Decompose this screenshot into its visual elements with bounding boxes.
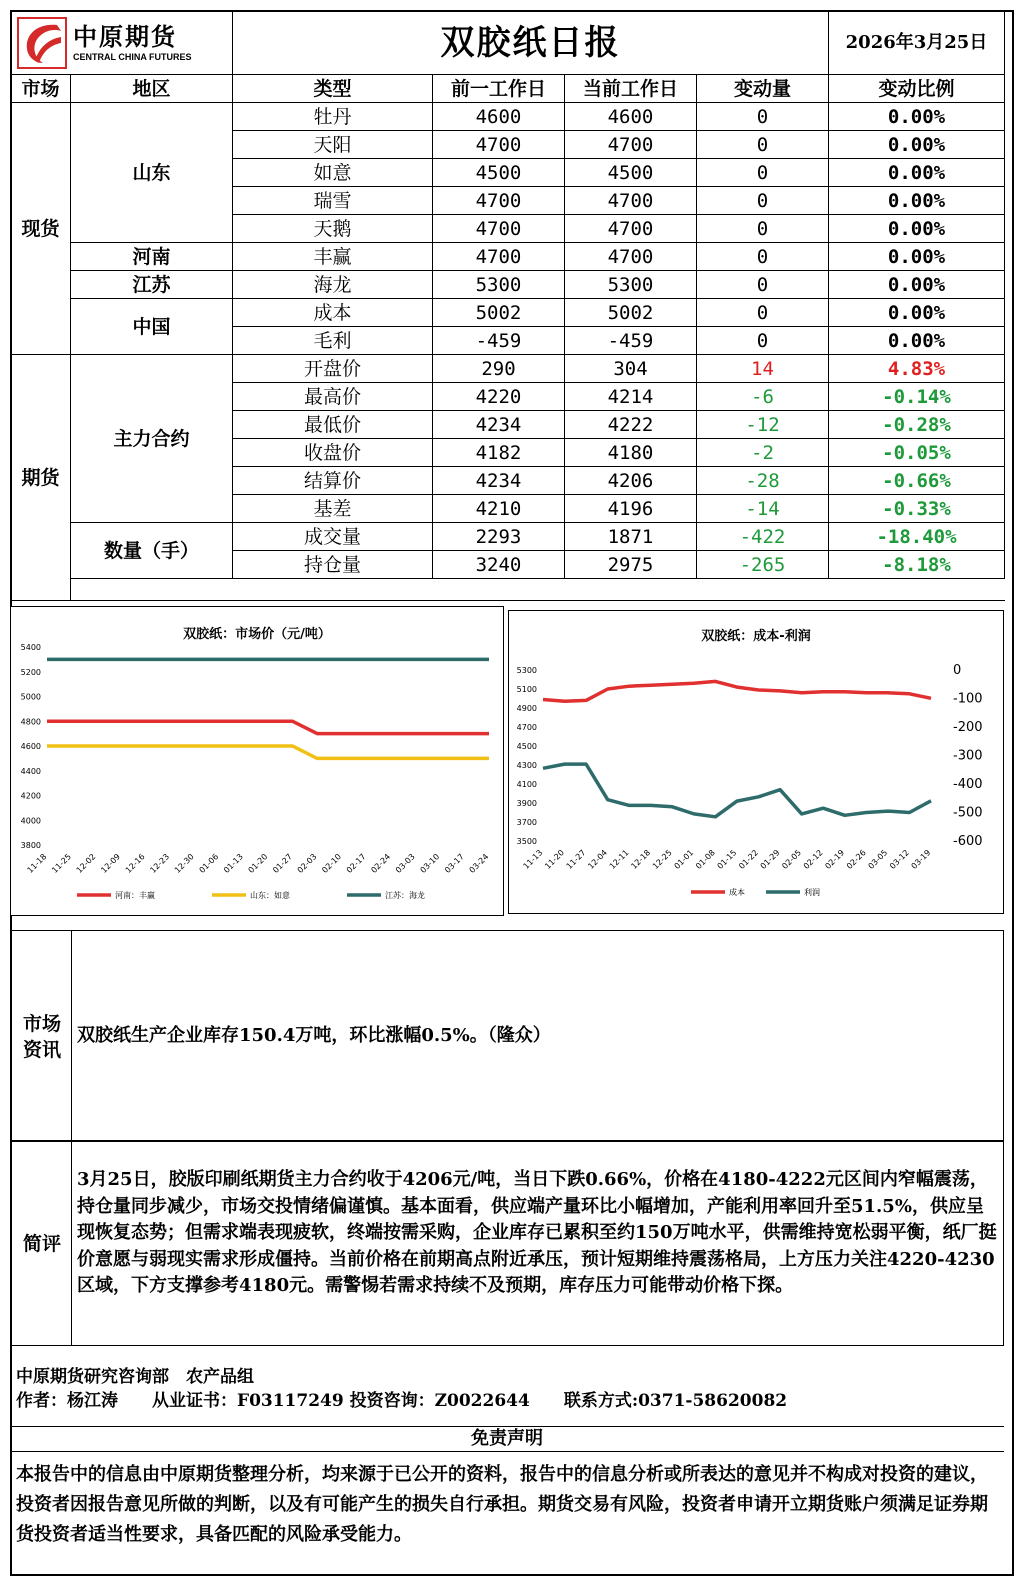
x-tick-label: 02-17	[344, 852, 368, 875]
chg-cell: 0	[697, 327, 829, 355]
x-tick-label: 12-02	[74, 852, 98, 875]
prev-cell: 4220	[433, 383, 565, 411]
region-cell: 河南	[71, 243, 233, 271]
series-line	[543, 681, 931, 701]
y2-tick-label: 0	[953, 663, 962, 678]
x-tick-label: 02-03	[295, 852, 319, 875]
disclaimer-title: 免责声明	[10, 1426, 1004, 1452]
report-title: 双胶纸日报	[233, 11, 829, 75]
y-tick-label: 4600	[20, 742, 41, 751]
market-price-chart	[10, 606, 504, 916]
x-tick-label: 11-20	[543, 848, 566, 871]
y-tick-label: 4800	[20, 717, 41, 727]
prev-cell: 4210	[433, 495, 565, 523]
type-cell: 成本	[233, 299, 433, 327]
chg-cell: 0	[697, 243, 829, 271]
prev-cell: 4700	[433, 187, 565, 215]
legend-label: 河南：丰赢	[115, 891, 155, 900]
curr-cell: 4180	[565, 439, 697, 467]
y-tick-label: 5300	[516, 666, 537, 675]
legend-label: 利润	[804, 888, 820, 897]
y2-tick-label: -300	[953, 748, 983, 764]
commentary-label: 简评	[22, 1233, 61, 1255]
curr-cell: 4700	[565, 131, 697, 159]
curr-cell: 2975	[565, 551, 697, 579]
legend-label: 山东：如意	[250, 891, 290, 900]
chg-cell: 0	[697, 103, 829, 131]
pct-cell: 0.00%	[829, 103, 1005, 131]
type-cell: 持仓量	[233, 551, 433, 579]
type-cell: 如意	[233, 159, 433, 187]
market-spot: 现货	[11, 103, 71, 355]
group-cell: 数量（手）	[71, 523, 233, 579]
x-tick-label: 02-19	[823, 848, 847, 871]
chg-cell: -2	[697, 439, 829, 467]
col-header: 类型	[233, 75, 433, 103]
prev-cell: 5002	[433, 299, 565, 327]
curr-cell: 4196	[565, 495, 697, 523]
curr-cell: 4700	[565, 187, 697, 215]
curr-cell: 4700	[565, 215, 697, 243]
pct-cell: 0.00%	[829, 187, 1005, 215]
chg-cell: 0	[697, 187, 829, 215]
chg-cell: 0	[697, 159, 829, 187]
x-tick-label: 12-09	[99, 852, 123, 875]
prev-cell: 4182	[433, 439, 565, 467]
x-tick-label: 01-06	[197, 852, 221, 875]
pct-cell: -18.40%	[829, 523, 1005, 551]
x-tick-label: 01-15	[715, 848, 739, 871]
type-cell: 开盘价	[233, 355, 433, 383]
group-cell: 主力合约	[71, 355, 233, 523]
legend-label: 成本	[729, 888, 745, 897]
y-tick-label: 4900	[516, 704, 537, 713]
curr-cell: 4222	[565, 411, 697, 439]
y2-tick-label: -200	[953, 720, 983, 735]
pct-cell: 4.83%	[829, 355, 1005, 383]
type-cell: 毛利	[233, 327, 433, 355]
disclaimer-text: 本报告中的信息由中原期货整理分析，均来源于已公开的资料，报告中的信息分析或所表达的意见并不构成对投资的建议，投资者因报告意见所做的判断，以及有可能产生的损失自行承担。期货交易有风险，投资者申请开立期货账户须满足证券期货投资者适当性要求，具备匹配的风险承受能力。	[16, 1464, 988, 1545]
x-tick-label: 12-11	[607, 848, 631, 871]
table-row	[11, 243, 1005, 271]
pct-cell: 0.00%	[829, 271, 1005, 299]
pct-cell: 0.00%	[829, 131, 1005, 159]
pct-cell: 0.00%	[829, 243, 1005, 271]
pct-cell: -8.18%	[829, 551, 1005, 579]
price-table	[10, 10, 1005, 601]
market-price-plot	[11, 607, 503, 915]
spacer-row	[71, 579, 1005, 601]
col-header: 变动量	[697, 75, 829, 103]
chart-title: 双胶纸：成本-利润	[701, 629, 811, 644]
x-tick-label: 03-03	[393, 852, 417, 875]
pct-cell: 0.00%	[829, 299, 1005, 327]
type-cell: 最高价	[233, 383, 433, 411]
prev-cell: 4600	[433, 103, 565, 131]
y-tick-label: 4100	[516, 780, 537, 789]
x-tick-label: 02-10	[320, 852, 344, 875]
type-cell: 天鹅	[233, 215, 433, 243]
x-tick-label: 01-01	[672, 848, 696, 871]
type-cell: 结算价	[233, 467, 433, 495]
series-line	[543, 764, 931, 817]
chg-cell: -28	[697, 467, 829, 495]
chg-cell: -265	[697, 551, 829, 579]
curr-cell: 1871	[565, 523, 697, 551]
pct-cell: 0.00%	[829, 215, 1005, 243]
pct-cell: 0.00%	[829, 327, 1005, 355]
curr-cell: 4214	[565, 383, 697, 411]
cost-profit-plot	[509, 611, 1003, 913]
y-tick-label: 5100	[516, 685, 537, 694]
x-tick-label: 12-23	[148, 852, 172, 875]
report-date: 2026年3月25日	[829, 11, 1005, 75]
y-tick-label: 4500	[516, 742, 537, 751]
type-cell: 成交量	[233, 523, 433, 551]
y-tick-label: 3800	[20, 841, 41, 850]
table-header-row	[11, 75, 1005, 103]
y2-tick-label: -500	[953, 805, 983, 821]
x-tick-label: 03-17	[443, 852, 466, 875]
prev-cell: 290	[433, 355, 565, 383]
x-tick-label: 12-30	[172, 852, 196, 875]
prev-cell: 4700	[433, 243, 565, 271]
chg-cell: 0	[697, 299, 829, 327]
market-futures: 期货	[11, 355, 71, 601]
x-tick-label: 11-27	[564, 848, 588, 871]
chg-cell: -12	[697, 411, 829, 439]
region-cell: 中国	[71, 299, 233, 355]
chg-cell: 0	[697, 215, 829, 243]
x-tick-label: 12-18	[629, 848, 653, 871]
y-tick-label: 3700	[516, 818, 537, 827]
pct-cell: -0.33%	[829, 495, 1005, 523]
x-tick-label: 02-12	[801, 848, 825, 871]
y2-tick-label: -400	[953, 777, 983, 792]
x-tick-label: 01-20	[246, 852, 270, 875]
series-line	[47, 746, 489, 758]
table-row	[11, 355, 1005, 383]
chg-cell: -6	[697, 383, 829, 411]
pct-cell: -0.14%	[829, 383, 1005, 411]
x-tick-label: 01-22	[737, 848, 760, 871]
x-tick-label: 03-19	[909, 848, 933, 871]
x-tick-label: 01-08	[694, 848, 717, 871]
type-cell: 瑞雪	[233, 187, 433, 215]
market-info-section	[10, 930, 1004, 1142]
prev-cell: 4234	[433, 411, 565, 439]
curr-cell: 4206	[565, 467, 697, 495]
x-tick-label: 11-13	[521, 848, 545, 871]
footer-author: 作者：杨江涛 从业证书：F03117249 投资咨询：Z0022644 联系方式:0371-58620082	[16, 1391, 788, 1411]
region-cell: 江苏	[71, 271, 233, 299]
pct-cell: 0.00%	[829, 159, 1005, 187]
type-cell: 基差	[233, 495, 433, 523]
curr-cell: 4600	[565, 103, 697, 131]
y-tick-label: 5400	[20, 643, 41, 652]
y-tick-label: 4300	[516, 761, 537, 770]
type-cell: 牡丹	[233, 103, 433, 131]
table-row	[11, 299, 1005, 327]
chg-cell: -422	[697, 523, 829, 551]
x-tick-label: 11-25	[50, 852, 73, 875]
commentary-section	[10, 1140, 1004, 1346]
pct-cell: -0.66%	[829, 467, 1005, 495]
type-cell: 天阳	[233, 131, 433, 159]
cost-profit-chart	[508, 610, 1004, 914]
y-tick-label: 4700	[516, 723, 537, 732]
market-info-label: 市场资讯	[22, 1013, 61, 1061]
prev-cell: 3240	[433, 551, 565, 579]
y-tick-label: 5200	[20, 667, 41, 677]
prev-cell: 4700	[433, 131, 565, 159]
col-header: 地区	[71, 75, 233, 103]
chg-cell: 0	[697, 271, 829, 299]
y2-tick-label: -600	[953, 834, 983, 849]
y2-tick-label: -100	[953, 691, 983, 707]
curr-cell: 5002	[565, 299, 697, 327]
logo-en-text: CENTRAL CHINA FUTURES	[73, 51, 192, 62]
pct-cell: -0.28%	[829, 411, 1005, 439]
prev-cell: 4500	[433, 159, 565, 187]
series-line	[47, 721, 489, 733]
curr-cell: 5300	[565, 271, 697, 299]
chg-cell: 14	[697, 355, 829, 383]
logo-mark-icon	[17, 17, 67, 69]
market-info-text: 双胶纸生产企业库存150.4万吨，环比涨幅0.5%。（隆众）	[77, 1025, 551, 1046]
prev-cell: 2293	[433, 523, 565, 551]
commentary-text: 3月25日，胶版印刷纸期货主力合约收于4206元/吨，当日下跌0.66%，价格在4180-4222元区间内窄幅震荡，持仓量同步减少，市场交投情绪偏谨慎。基本面看，供应端产量环比小幅增加，产能利用率回升至51.5%，供应呈现恢复态势；但需求端表现疲软，终端按需采购，企业库存已累积至约150万吨水平，供需维持宽松弱平衡，纸厂挺价意愿与弱现实需求形成僵持。当前价格在前期高点附近承压，预计短期维持震荡格局，上方压力关注4220-4230区域，下方支撑参考4180元。需警惕若需求持续不及预期，库存压力可能带动价格下探。	[77, 1169, 997, 1296]
prev-cell: -459	[433, 327, 565, 355]
x-tick-label: 01-29	[758, 848, 782, 871]
type-cell: 丰赢	[233, 243, 433, 271]
logo-cell	[11, 11, 233, 75]
col-header: 市场	[11, 75, 71, 103]
prev-cell: 5300	[433, 271, 565, 299]
chart-title: 双胶纸：市场价（元/吨）	[183, 627, 331, 642]
type-cell: 收盘价	[233, 439, 433, 467]
type-cell: 最低价	[233, 411, 433, 439]
prev-cell: 4234	[433, 467, 565, 495]
table-row	[11, 103, 1005, 131]
x-tick-label: 03-05	[866, 848, 890, 871]
x-tick-label: 12-25	[650, 848, 674, 871]
curr-cell: -459	[565, 327, 697, 355]
region-cell: 山东	[71, 103, 233, 243]
y-tick-label: 4400	[20, 766, 41, 776]
curr-cell: 4500	[565, 159, 697, 187]
x-tick-label: 01-13	[222, 852, 245, 875]
x-tick-label: 01-27	[271, 852, 294, 875]
y-tick-label: 3500	[516, 837, 537, 846]
chg-cell: 0	[697, 131, 829, 159]
x-tick-label: 03-10	[418, 852, 442, 875]
col-header: 前一工作日	[433, 75, 565, 103]
x-tick-label: 03-12	[888, 848, 911, 871]
chg-cell: -14	[697, 495, 829, 523]
footer-dept: 中原期货研究咨询部 农产品组	[16, 1367, 254, 1387]
table-row	[11, 271, 1005, 299]
curr-cell: 4700	[565, 243, 697, 271]
curr-cell: 304	[565, 355, 697, 383]
logo-cn-text: 中原期货	[73, 22, 177, 51]
x-tick-label: 02-26	[844, 848, 868, 871]
x-tick-label: 02-24	[369, 852, 393, 875]
x-tick-label: 03-24	[467, 852, 491, 875]
table-row	[11, 523, 1005, 551]
y-tick-label: 4000	[20, 816, 41, 826]
x-tick-label: 02-05	[780, 848, 804, 871]
y-tick-label: 5000	[20, 692, 41, 702]
x-tick-label: 12-16	[123, 852, 147, 875]
prev-cell: 4700	[433, 215, 565, 243]
legend-label: 江苏：海龙	[385, 891, 425, 900]
company-logo	[11, 13, 232, 73]
col-header: 变动比例	[829, 75, 1005, 103]
y-tick-label: 4200	[20, 791, 41, 801]
x-tick-label: 12-04	[586, 848, 610, 871]
col-header: 当前工作日	[565, 75, 697, 103]
type-cell: 海龙	[233, 271, 433, 299]
y-tick-label: 3900	[516, 799, 537, 808]
pct-cell: -0.05%	[829, 439, 1005, 467]
x-tick-label: 11-18	[25, 852, 49, 875]
